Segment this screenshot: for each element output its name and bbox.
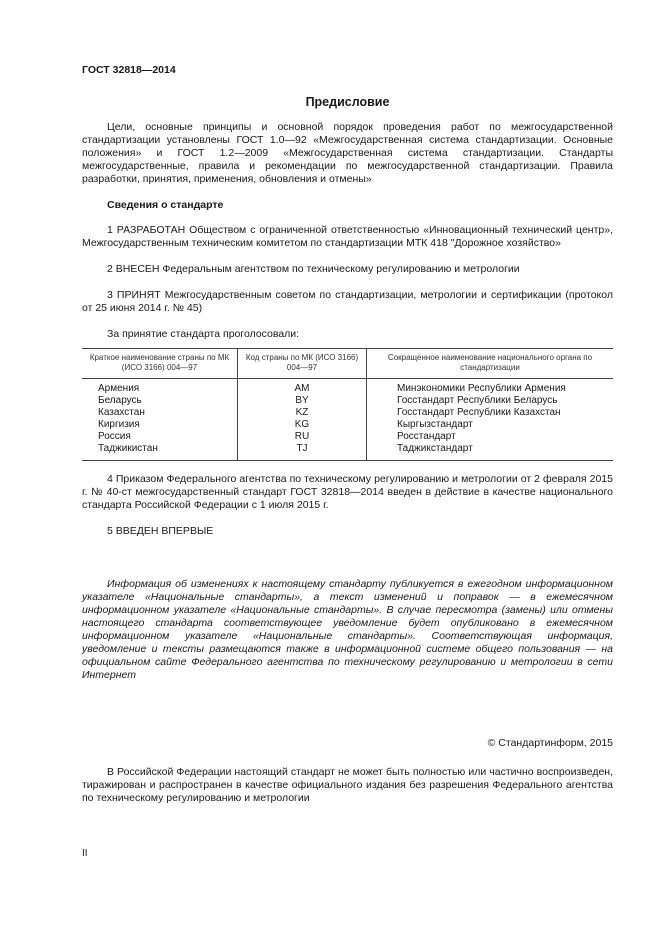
table-header-row (82, 349, 613, 379)
header-country: Краткое наименование страны по МК (ИСО 3166) 004—97 (82, 349, 238, 379)
country-cell: Беларусь (98, 395, 142, 406)
code-cell: KZ (238, 407, 367, 419)
header-body: Сокращенное наименование национального органа по стандартизации (367, 349, 614, 379)
body-cell: Кыргызстандарт (367, 419, 614, 431)
country-cell: Армения (98, 383, 140, 394)
code-cell: KG (238, 419, 367, 431)
change-notice: Информация об изменениях к настоящему стандарту публикуется в ежегодном информационном указателе «Национальные стандарты», а текст изменений и поправок — в ежемесячном информационном указателе «Национальные стандарты». В случае пересмотра (замены) или отмены настоящего стандарта соответствующее уведомление будет опубликовано в ежемесячном информационном указателе «Национальные стандарты». Соответствующая информация, уведомление и тексты размещаются также в информационной системе общего пользования — на официальном сайте Федерального агентства по техническому регулированию и метрологии в сети Интернет (82, 578, 613, 681)
item-introduced: 2 ВНЕСЕН Федеральным агентством по техническому регулированию и метрологии (107, 263, 520, 275)
page-number: II (82, 848, 88, 859)
header-code: Код страны по МК (ИСО 3166) 004—97 (238, 349, 367, 379)
item-adopted: 3 ПРИНЯТ Межгосударственным советом по стандартизации, метрологии и сертификации (протокол от 25 июня 2014 г. № 45) (82, 289, 613, 314)
country-cell: Россия (98, 431, 131, 442)
body-cell: Минэкономики Республики Армения (367, 379, 614, 396)
voting-table (82, 348, 613, 461)
rights-notice: В Российской Федерации настоящий стандарт не может быть полностью или частично воспроизведен, тиражирован и распространен в качестве официального издания без разрешения Федерального агентства по техническому регулированию и метрологии (82, 766, 613, 804)
body-cell: Таджикстандарт (367, 443, 614, 461)
body-cell: Росстандарт (367, 431, 614, 443)
code-cell: RU (238, 431, 367, 443)
table-row (82, 431, 613, 443)
body-cell: Госстандарт Республики Беларусь (367, 395, 614, 407)
item-voted: За принятие стандарта проголосовали: (107, 328, 300, 340)
table-row (82, 395, 613, 407)
table-row (82, 407, 613, 419)
body-cell: Госстандарт Республики Казахстан (367, 407, 614, 419)
country-cell: Таджикистан (82, 443, 238, 461)
country-cell: Казахстан (98, 407, 145, 418)
table-row (82, 419, 613, 431)
table-row (82, 443, 613, 461)
country-cell: Киргизия (98, 419, 140, 430)
page-title: Предисловие (305, 95, 390, 109)
code-cell: TJ (238, 443, 367, 461)
item-developed: 1 РАЗРАБОТАН Обществом с ограниченной ответственностью «Инновационный технический центр», Межгосударственным техническим комитетом по стандартизации МТК 418 "Дорожное хозяйство» (82, 224, 613, 249)
document-id: ГОСТ 32818—2014 (82, 64, 176, 76)
section-heading: Сведения о стандарте (107, 199, 224, 211)
table-row (82, 379, 613, 396)
item-order: 4 Приказом Федерального агентства по техническому регулированию и метрологии от 2 февраля 2015 г. № 40-ст межгосударственный стандарт ГОСТ 32818—2014 введен в действие в качестве национального стандарта Российской Федерации с 1 июля 2015 г. (82, 473, 613, 511)
code-cell: BY (238, 395, 367, 407)
copyright: © Стандартинформ, 2015 (487, 737, 613, 749)
code-cell: AM (238, 379, 367, 396)
item-first-time: 5 ВВЕДЕН ВПЕРВЫЕ (107, 525, 214, 537)
intro-paragraph: Цели, основные принципы и основной порядок проведения работ по межгосударственной стандартизации установлены ГОСТ 1.0—92 «Межгосударственная система стандартизации. Основные положения» и ГОСТ 1.2—2009 «Межгосударственная система стандартизации. Стандарты межгосударственные, правила и рекомендации по межгосударственной стандартизации. Правила разработки, принятия, применения, обновления и отмены» (82, 121, 613, 185)
